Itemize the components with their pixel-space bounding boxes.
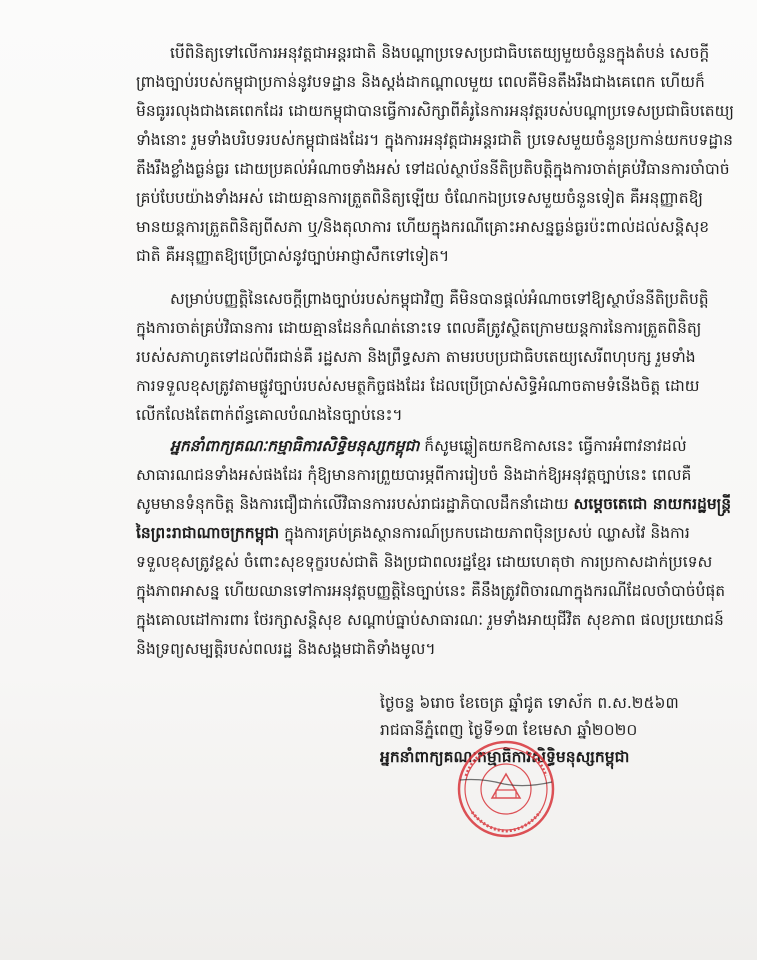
paragraph-line: ក្នុងការចាត់គ្រប់វិធានការ ដោយគ្មានដែនកំណត់នោះទេ ពេលគឺត្រូវស្ថិតក្រោមយន្តការនៃការត្រួតពិនិត្យ xyxy=(136,319,702,337)
paragraph-line: តឹងរឹងខ្លាំងធ្ងន់ធ្ងរ ដោយប្រគល់អំណាចទាំងអស់ ទៅដល់ស្ថាប័ននីតិប្រតិបត្តិក្នុងការចាត់គ្រប់វិធានការចាំបាច់ xyxy=(136,160,730,178)
paragraph-line: របស់សភាហូតទៅដល់ពីរជាន់គឺ រដ្ឋសភា និងព្រឹទ្ធសភា តាមរបបប្រជាធិបតេយ្យសេរីពហុបក្ស រួមទាំង xyxy=(136,348,696,366)
paragraph-text: សូមមានទំនុកចិត្ត និងការជឿជាក់លើវិធានការរបស់រាជរដ្ឋាភិបាលដឹកនាំដោយ xyxy=(136,495,574,513)
paragraph-line: បើពិនិត្យទៅលើការអនុវត្តជាអន្តរជាតិ និងបណ្តាប្រទេសប្រជាធិបតេយ្យមួយចំនួនក្នុងតំបន់ សេចក្តី xyxy=(170,44,710,62)
paragraph-public-appeal xyxy=(136,432,732,664)
date-lunar: ថ្ងៃចន្ទ ៦រោច ខែចេត្រ ឆ្នាំជូត ទោស័ក ព.ស.២៥៦៣ xyxy=(380,694,679,712)
paragraph-international-practice xyxy=(136,39,734,271)
paragraph-line: ក្នុងគោលដៅការពារ ថែរក្សាសន្តិសុខ សណ្តាប់ធ្នាប់សាធារណៈ រួមទាំងអាយុជីវិត សុខភាព ផលប្រយោជន៍ xyxy=(136,611,724,629)
official-seal-stamp xyxy=(452,738,560,840)
paragraph-line: គ្រប់បែបយ៉ាងទាំងអស់ ដោយគ្មានការត្រួតពិនិត្យឡើយ ចំណែកឯប្រទេសមួយចំនួនទៀត គឺអនុញ្ញាតឱ្យ xyxy=(136,189,704,207)
paragraph-line: ព្រាងច្បាប់របស់កម្ពុជាប្រកាន់នូវបទដ្ឋាន និងស្តង់ដាកណ្តាលមួយ ពេលគឺមិនតឹងរឹងជាងគេពេក ហើយក៏ xyxy=(136,73,705,91)
paragraph-line: ទាំងនោះ រួមទាំងបរិបទរបស់កម្ពុជាផងដែរ។ ក្នុងការអនុវត្តជាអន្តរជាតិ ប្រទេសមួយចំនួនប្រកាន់យកបទដ្ឋាន xyxy=(136,131,733,149)
date-place: រាជធានីភ្នំពេញ ថ្ងៃទី១៣ ខែមេសា ឆ្នាំ២០២០ xyxy=(380,721,638,739)
paragraph-line: លើកលែងតែពាក់ព័ន្ធគោលបំណងនៃច្បាប់នេះ។ xyxy=(136,406,403,424)
paragraph-line xyxy=(136,432,692,461)
prime-minister-title: សម្តេចតេជោ នាយករដ្ឋមន្ត្រី xyxy=(573,495,732,513)
spokesperson-name: អ្នកនាំពាក្យគណៈកម្មាធិការសិទ្ធិមនុស្សកម្ពុជា xyxy=(170,437,420,455)
paragraph-line: មិនធូររលុងជាងគេពេកដែរ ដោយកម្ពុជាបានធ្វើការសិក្សាពីគំរូនៃការអនុវត្តរបស់បណ្តាប្រទេសប្រជាធិបតេយ្យ xyxy=(136,102,734,120)
paragraph-line xyxy=(136,519,692,548)
paragraph-line: មានយន្តការត្រួតពិនិត្យពីសភា ឬ/និងតុលាការ ហើយក្នុងករណីគ្រោះអាសន្នធ្ងន់ធ្ងរប៉ះពាល់ដល់សន្តិសុខ xyxy=(136,218,710,236)
paragraph-line xyxy=(136,490,732,519)
kingdom-title: នៃព្រះរាជាណាចក្រកម្ពុជា xyxy=(136,524,280,542)
paragraph-line: ក្នុងភាពអាសន្ន ហើយឈានទៅការអនុវត្តបញ្ញត្តិនៃច្បាប់នេះ គឺនឹងត្រូវពិចារណាក្នុងករណីដែលចាំបាច់បំផុត xyxy=(136,582,726,600)
paragraph-line: និងទ្រព្យសម្បត្តិរបស់ពលរដ្ឋ និងសង្គមជាតិទាំងមូល។ xyxy=(136,640,436,658)
paragraph-cambodia-draft-law xyxy=(136,285,709,430)
signatory-title: អ្នកនាំពាក្យគណៈកម្មាធិការសិទ្ធិមនុស្សកម្ពុជា xyxy=(380,748,630,766)
paragraph-text: ក៏សូមឆ្លៀតយកឱកាសនេះ ធ្វើការអំពាវនាវដល់ xyxy=(419,437,687,455)
paragraph-text: ក្នុងការគ្រប់គ្រងស្ថានការណ៍ប្រកបដោយភាពប៉ិនប្រសប់ ឈ្លាសវៃ និងការ xyxy=(279,524,690,542)
paragraph-line: ជាតិ គឺអនុញ្ញាតឱ្យប្រើប្រាស់នូវច្បាប់អាជ្ញាសឹកទៅទៀត។ xyxy=(136,247,450,265)
paragraph-line: សម្រាប់បញ្ញត្តិនៃសេចក្តីព្រាងច្បាប់របស់កម្ពុជាវិញ គឺមិនបានផ្តល់អំណាចទៅឱ្យស្ថាប័ននីតិប្រតិបត្តិ xyxy=(170,290,709,308)
paragraph-line: សាធារណជនទាំងអស់ផងដែរ កុំឱ្យមានការព្រួយបារម្ភពីការរៀបចំ និងដាក់ឱ្យអនុវត្តច្បាប់នេះ ពេលគឺ xyxy=(136,466,692,484)
paragraph-line: ទទួលខុសត្រូវខ្ពស់ ចំពោះសុខទុក្ខរបស់ជាតិ និងប្រជាពលរដ្ឋខ្មែរ ដោយហេតុថា ការប្រកាសដាក់ប្រទេស xyxy=(136,553,713,571)
paragraph-line: ការទទួលខុសត្រូវតាមផ្លូវច្បាប់របស់សមត្ថកិច្ចផងដែរ ដែលប្រើប្រាស់សិទ្ធិអំណាចតាមទំនើងចិត្ត ដោយ xyxy=(136,377,700,395)
